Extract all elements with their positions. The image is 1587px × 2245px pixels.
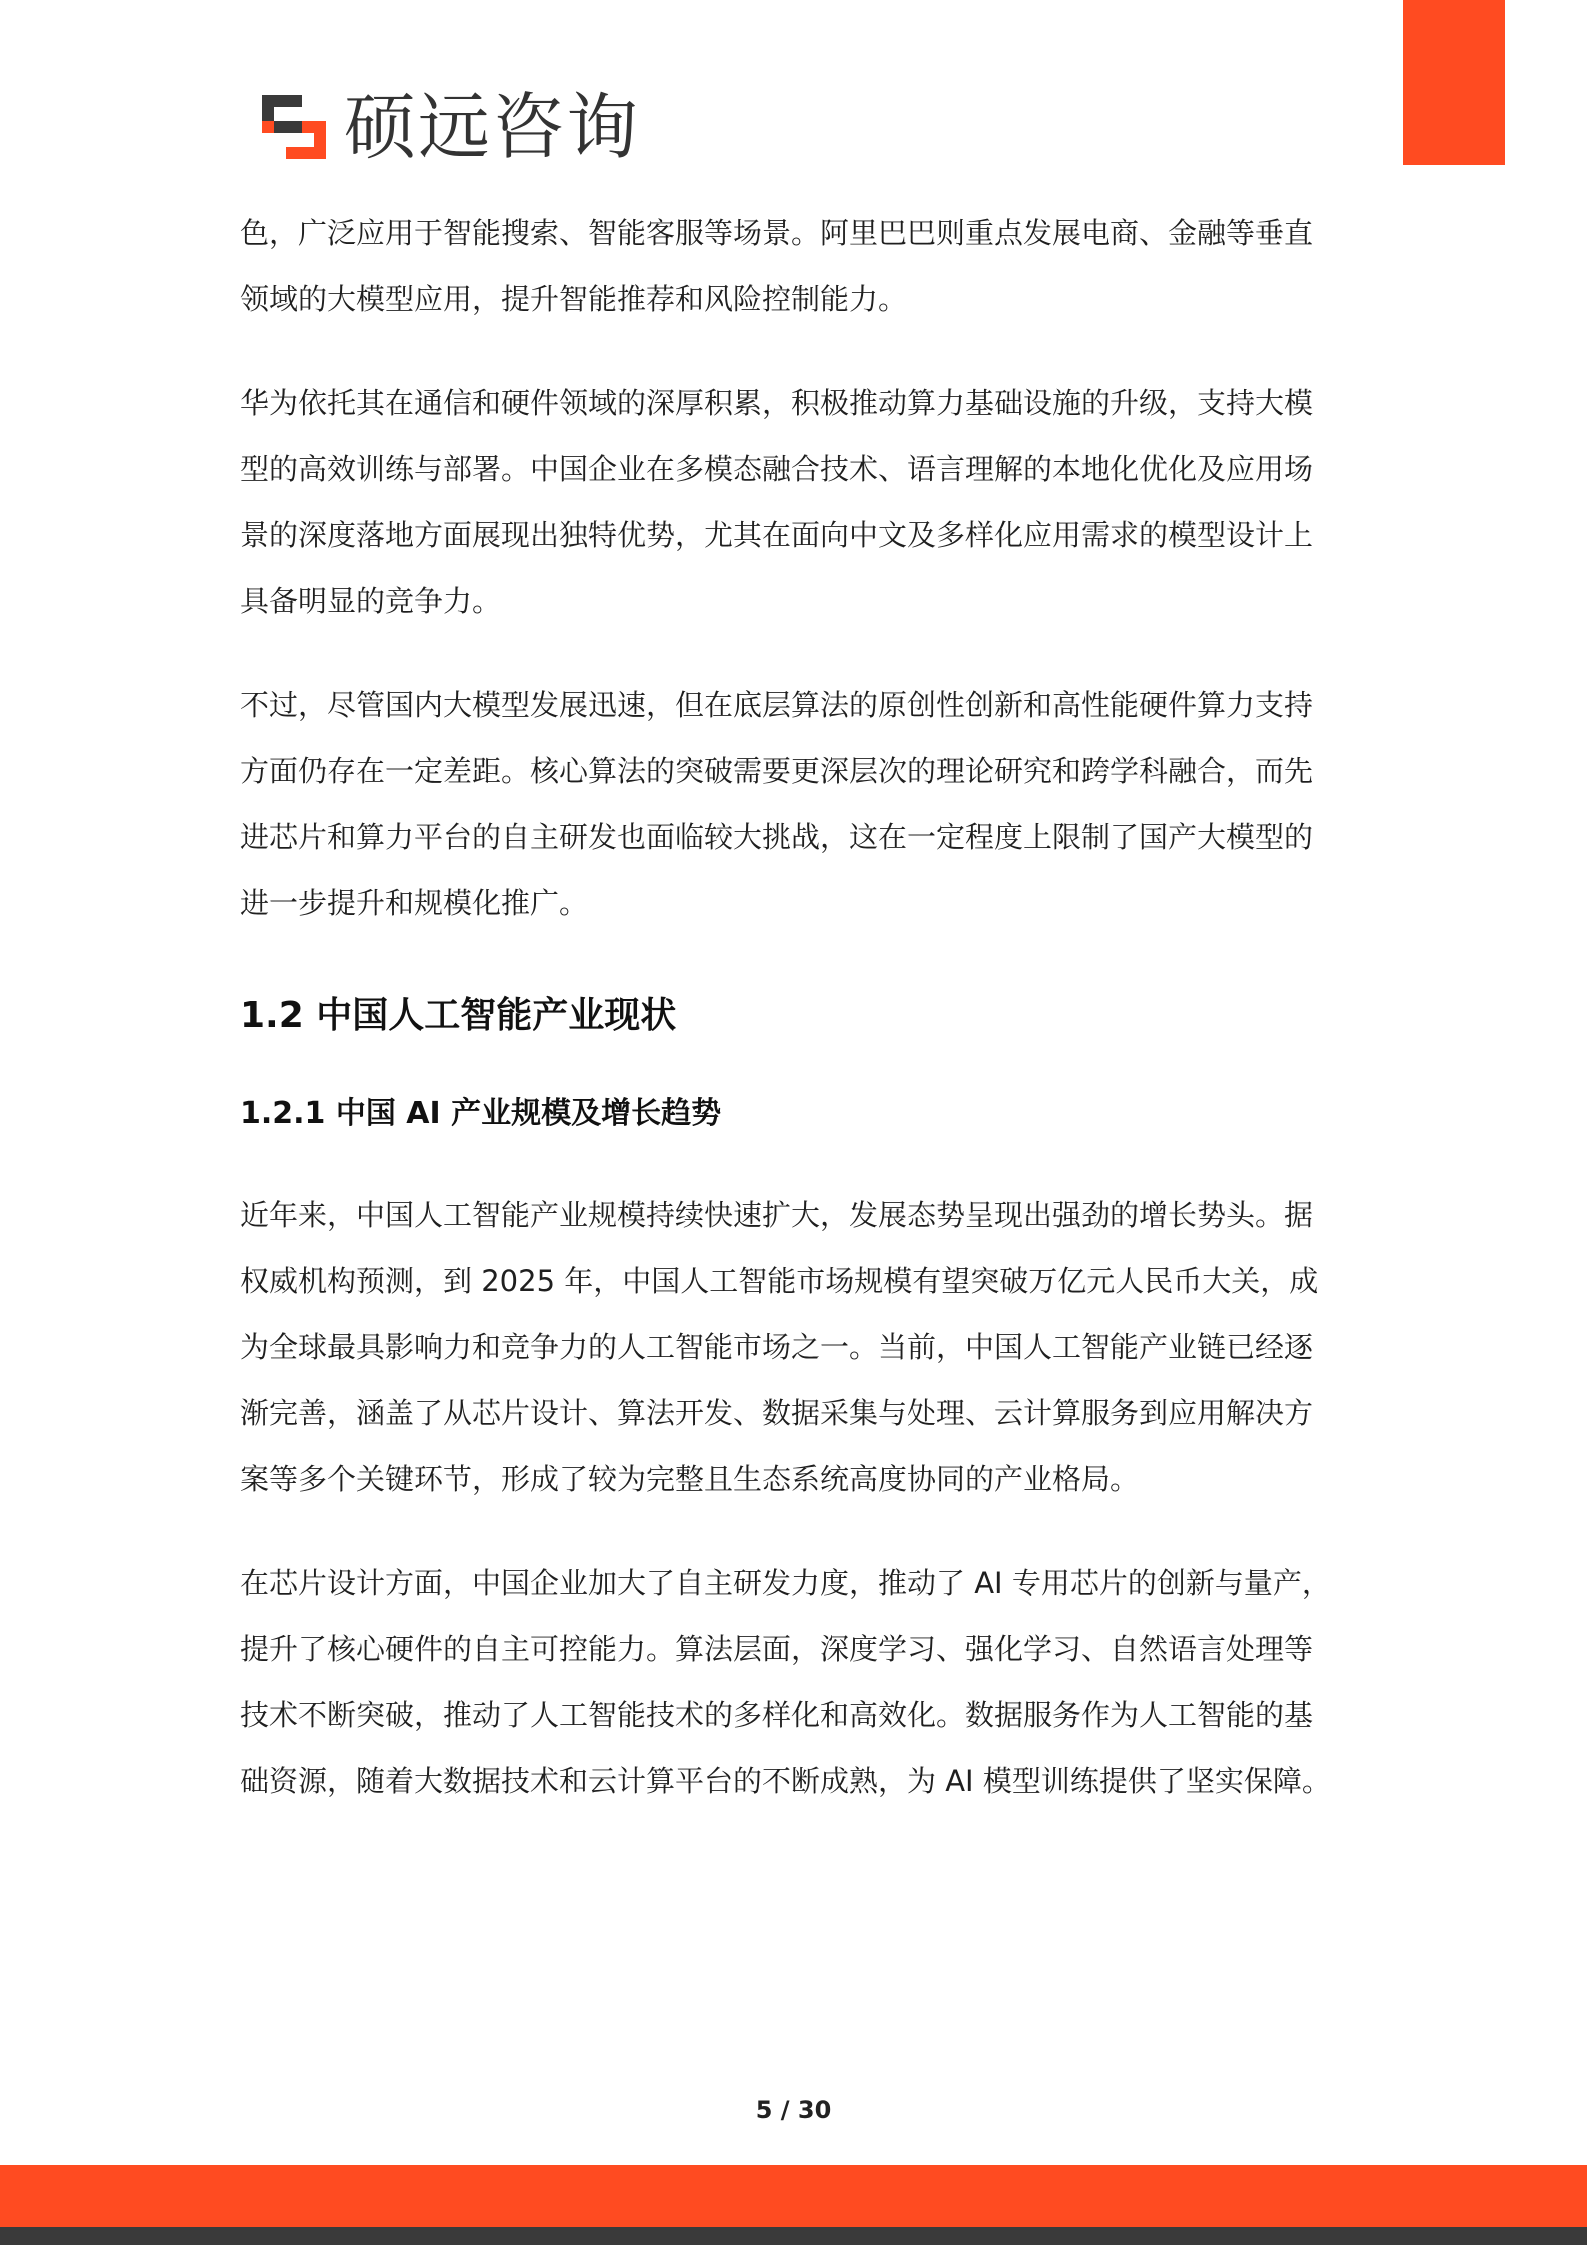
paragraph: 在芯片设计方面，中国企业加大了自主研发力度，推动了 AI 专用芯片的创新与量产，提升了核心硬件的自主可控能力。算法层面，深度学习、强化学习、自然语言处理等技术不断突破，推动了人工智能技术的多样化和高效化。数据服务作为人工智能的基础资源，随着大数据技术和云计算平台的不断成熟，为 AI 模型训练提供了坚实保障。 [240,1566,1331,1798]
paragraph: 近年来，中国人工智能产业规模持续快速扩大，发展态势呈现出强劲的增长势头。据权威机构预测，到 2025 年，中国人工智能市场规模有望突破万亿元人民币大关，成为全球最具影响力和竞争力的人工智能市场之一。当前，中国人工智能产业链已经逐渐完善，涵盖了从芯片设计、算法开发、数据采集与处理、云计算服务到应用解决方案等多个关键环节，形成了较为完整且生态系统高度协同的产业格局。 [240,1198,1319,1496]
paragraph: 华为依托其在通信和硬件领域的深厚积累，积极推动算力基础设施的升级，支持大模型的高效训练与部署。中国企业在多模态融合技术、语言理解的本地化优化及应用场景的深度落地方面展现出独特优势，尤其在面向中文及多样化应用需求的模型设计上具备明显的竞争力。 [240,386,1314,618]
footer-accent-band [0,2165,1587,2227]
subsection-heading: 1.2.1 中国 AI 产业规模及增长趋势 [240,1096,722,1131]
footer-dark-band [0,2227,1587,2245]
page-number: 5 / 30 [755,2096,832,2124]
section-heading: 1.2 中国人工智能产业现状 [240,995,677,1036]
paragraph: 色，广泛应用于智能搜索、智能客服等场景。阿里巴巴则重点发展电商、金融等垂直领域的大模型应用，提升智能推荐和风险控制能力。 [240,216,1314,316]
document-body [240,200,1340,1852]
logo-text: 硕远咨询 [344,85,641,169]
corner-accent-block [1403,0,1505,165]
paragraph: 不过，尽管国内大模型发展迅速，但在底层算法的原创性创新和高性能硬件算力支持方面仍存在一定差距。核心算法的突破需要更深层次的理论研究和跨学科融合，而先进芯片和算力平台的自主研发也面临较大挑战，这在一定程度上限制了国产大模型的进一步提升和规模化推广。 [240,688,1314,920]
logo-mark-icon [258,91,330,163]
company-logo [258,86,640,168]
